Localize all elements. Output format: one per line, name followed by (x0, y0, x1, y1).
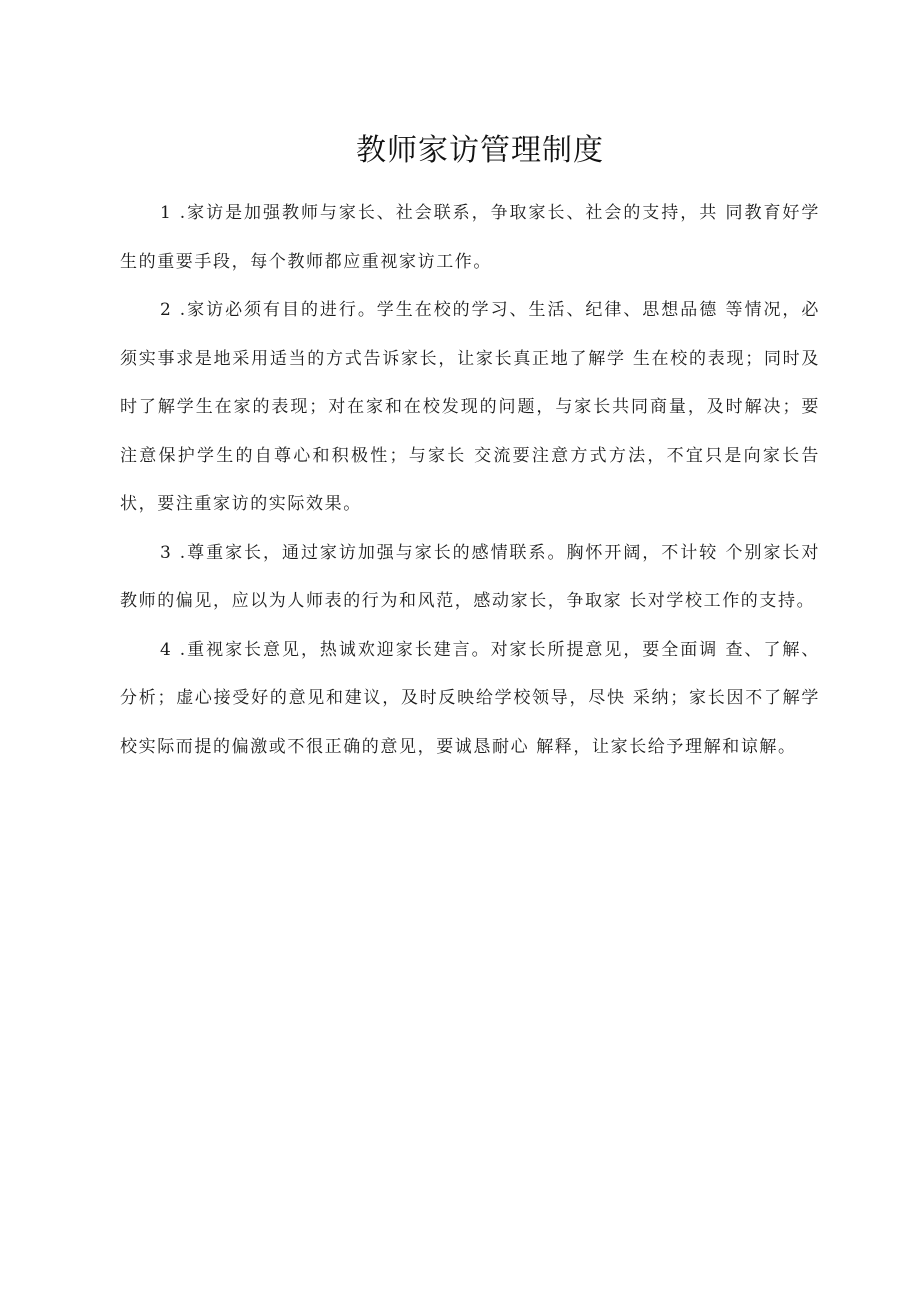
paragraph-4: 4 .重视家长意见，热诚欢迎家长建言。对家长所提意见，要全面调 查、了解、分析；虚心接受好的意见和建议，及时反映给学校领导，尽快 采纳；家长因不了解学校实际而提的偏激或不很正确的意见，要诚恳耐心 解释，让家长给予理解和谅解。 (120, 639, 820, 757)
paragraph-1: 1 .家访是加强教师与家长、社会联系，争取家长、社会的支持，共 同教育好学生的重要手段，每个教师都应重视家访工作。 (120, 203, 820, 272)
paragraph-2: 2 .家访必须有目的进行。学生在校的学习、生活、纪律、思想品德 等情况，必须实事求是地采用适当的方式告诉家长，让家长真正地了解学 生在校的表现；同时及时了解学生在家的表现；对在家和在校发现的问题，与家长共同商量，及时解决；要注意保护学生的自尊心和积极性；与家长 交流要注意方式方法，不宜只是向家长告状，要注重家访的实际效果。 (120, 300, 820, 514)
document-title: 教师家访管理制度 (356, 133, 604, 168)
document-body (120, 189, 820, 771)
paragraph-3: 3 .尊重家长，通过家访加强与家长的感情联系。胸怀开阔，不计较 个别家长对教师的偏见，应以为人师表的行为和风范，感动家长，争取家 长对学校工作的支持。 (120, 542, 820, 611)
